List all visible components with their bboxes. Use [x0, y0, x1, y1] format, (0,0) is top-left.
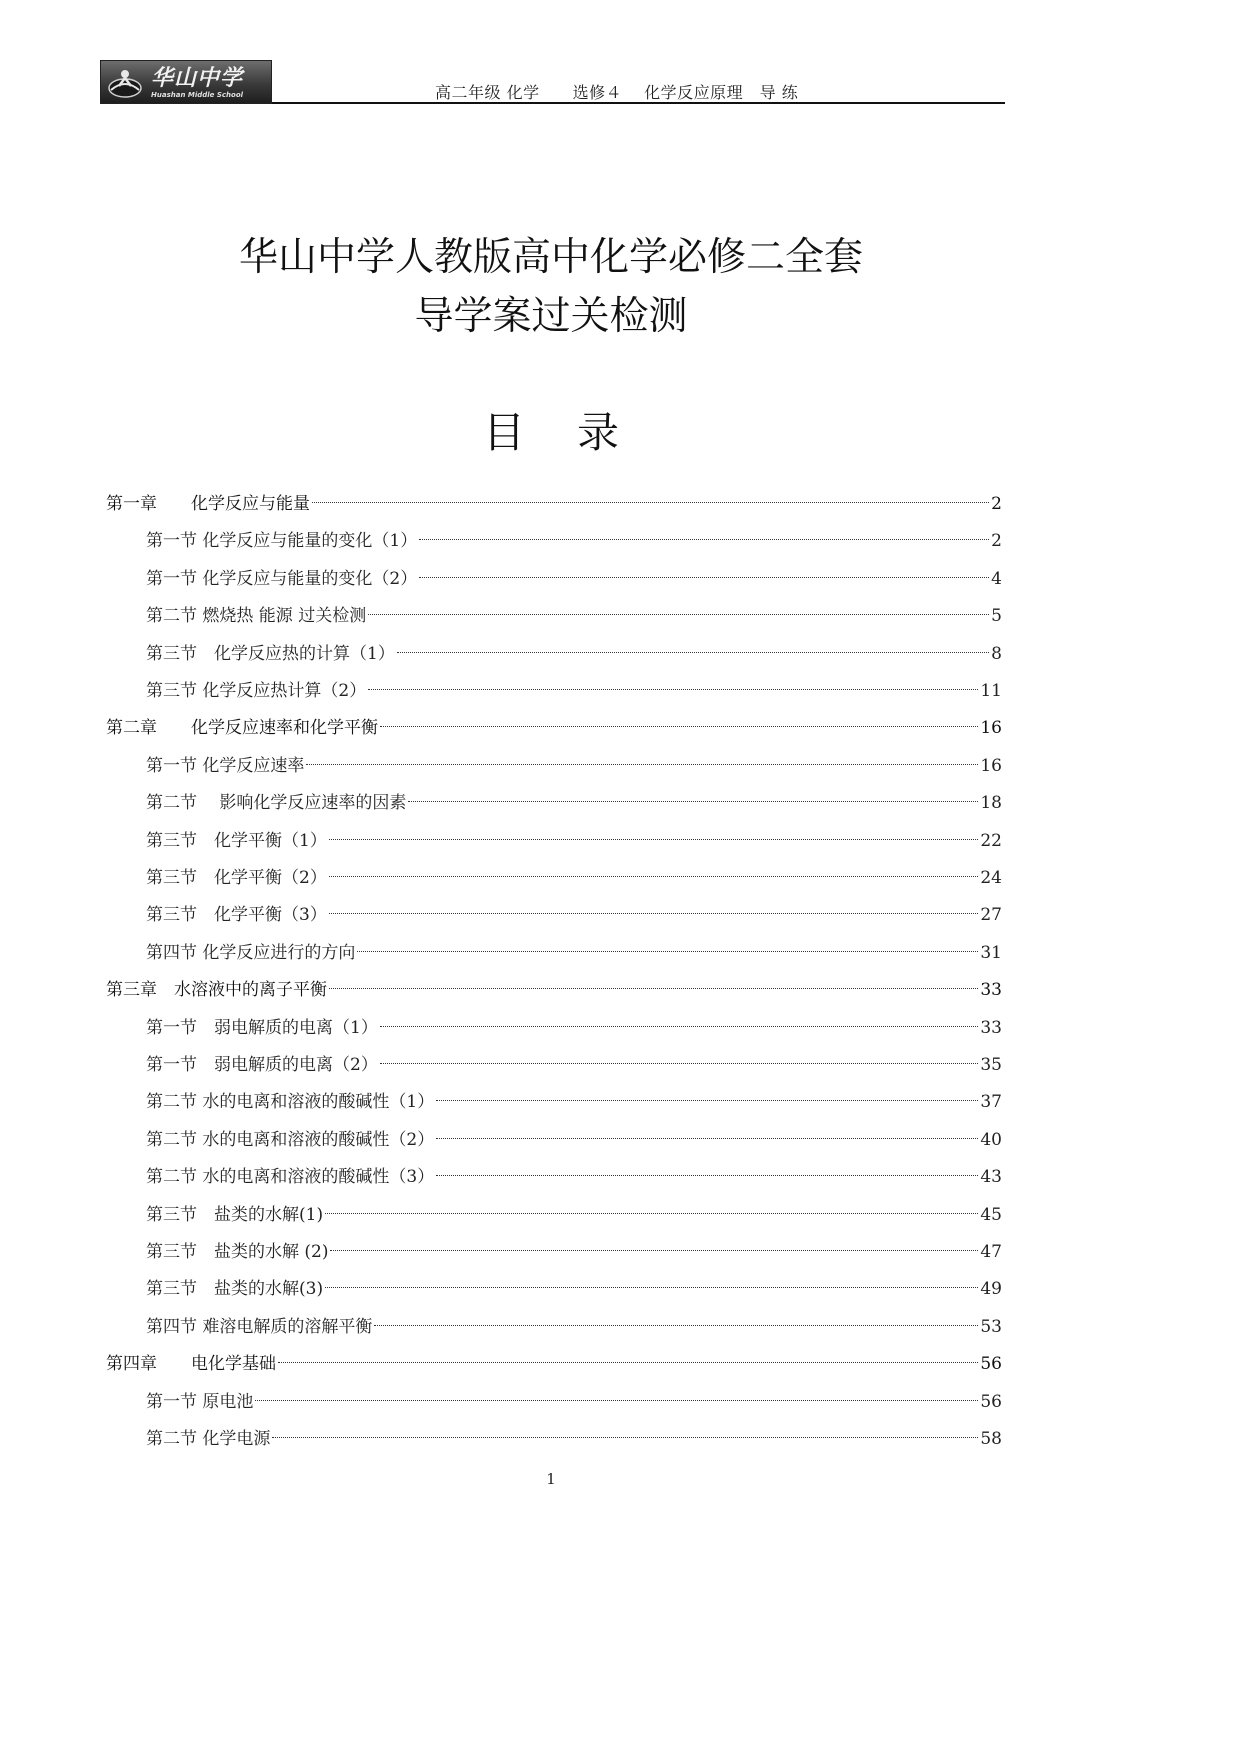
toc-section-entry[interactable] [146, 1423, 1002, 1455]
toc-dot-leader [325, 1213, 978, 1214]
toc-entry-label: 第二节 燃烧热 能源 过关检测 [146, 606, 367, 627]
toc-dot-leader [419, 577, 989, 578]
toc-dot-leader [312, 502, 989, 503]
toc-entry-label: 第三节 化学反应热计算（2） [146, 681, 367, 701]
toc-entry-label: 第二节 水的电离和溶液的酸碱性（2） [146, 1129, 435, 1150]
toc-entry-page: 22 [980, 830, 1002, 851]
toc-entry-page: 56 [980, 1391, 1002, 1412]
toc-chapter-entry[interactable] [106, 712, 1002, 744]
toc-entry-label: 第一节 原电池 [146, 1391, 254, 1412]
toc-dot-leader [325, 1287, 978, 1288]
toc-entry-page: 49 [980, 1279, 1002, 1300]
toc-section-entry[interactable] [146, 1161, 1002, 1193]
toc-entry-page: 5 [991, 606, 1002, 627]
toc-section-entry[interactable] [146, 1236, 1002, 1268]
toc-entry-page: 47 [980, 1242, 1002, 1262]
toc-entry-page: 40 [980, 1129, 1002, 1150]
toc-entry-page: 2 [991, 494, 1002, 514]
toc-entry-label: 第一节 弱电解质的电离（2） [146, 1055, 378, 1075]
toc-section-entry[interactable] [146, 750, 1002, 782]
toc-entry-label: 第二节 水的电离和溶液的酸碱性（3） [146, 1167, 435, 1188]
school-logo [100, 60, 272, 104]
toc-entry-page: 11 [980, 681, 1002, 701]
toc-entry-label: 第四节 难溶电解质的溶解平衡 [146, 1316, 373, 1337]
toc-section-entry[interactable] [146, 525, 1002, 557]
toc-entry-page: 53 [980, 1316, 1002, 1337]
toc-entry-label: 第一节 化学反应与能量的变化（2） [146, 568, 418, 589]
toc-dot-leader [357, 951, 978, 952]
toc-entry-page: 56 [980, 1354, 1002, 1375]
toc-dot-leader [436, 1175, 978, 1176]
toc-entry-page: 18 [980, 793, 1002, 814]
toc-entry-label: 第三节 化学反应热的计算（1） [146, 643, 395, 664]
toc-dot-leader [380, 1026, 979, 1027]
toc-entry-page: 27 [980, 905, 1002, 926]
toc-section-entry[interactable] [146, 600, 1002, 632]
school-emblem-icon [107, 66, 143, 100]
toc-entry-page: 33 [980, 1017, 1002, 1038]
toc-dot-leader [329, 988, 978, 989]
toc-section-entry[interactable] [146, 1086, 1002, 1118]
toc-entry-label: 第一节 化学反应与能量的变化（1） [146, 531, 418, 552]
toc-dot-leader [380, 1063, 979, 1064]
toc-entry-label: 第一节 弱电解质的电离（1） [146, 1017, 378, 1038]
toc-dot-leader [436, 1100, 978, 1101]
toc-section-entry[interactable] [146, 1386, 1002, 1418]
toc-section-entry[interactable] [146, 862, 1002, 894]
toc-entry-label: 第四节 化学反应进行的方向 [146, 942, 356, 963]
toc-entry-label: 第二节 影响化学反应速率的因素 [146, 793, 407, 814]
toc-entry-label: 第二节 水的电离和溶液的酸碱性（1） [146, 1092, 435, 1113]
toc-section-entry[interactable] [146, 899, 1002, 931]
toc-dot-leader [278, 1362, 978, 1363]
toc-chapter-entry[interactable] [106, 1348, 1002, 1380]
toc-dot-leader [330, 1250, 978, 1251]
toc-dot-leader [272, 1437, 978, 1438]
toc-dot-leader [374, 1325, 978, 1326]
toc-dot-leader [436, 1138, 978, 1139]
logo-title: 华山中学 [151, 65, 244, 91]
toc-entry-page: 31 [980, 942, 1002, 963]
toc-entry-label: 第三节 盐类的水解(3) [146, 1279, 324, 1300]
toc-section-entry[interactable] [146, 1199, 1002, 1231]
toc-section-entry[interactable] [146, 1049, 1002, 1081]
toc-dot-leader [329, 839, 979, 840]
toc-dot-leader [329, 876, 979, 877]
toc-dot-leader [368, 689, 978, 690]
toc-section-entry[interactable] [146, 675, 1002, 707]
toc-section-entry[interactable] [146, 1124, 1002, 1156]
toc-entry-page: 8 [991, 643, 1002, 664]
toc-entry-page: 45 [980, 1204, 1002, 1225]
toc-dot-leader [397, 652, 989, 653]
toc-entry-page: 58 [980, 1429, 1002, 1449]
toc-entry-page: 43 [980, 1167, 1002, 1188]
toc-entry-label: 第二节 化学电源 [146, 1429, 271, 1449]
document-title-line-1: 华山中学人教版高中化学必修二全套 [238, 235, 863, 280]
toc-section-entry[interactable] [146, 787, 1002, 819]
toc-entry-label: 第三节 盐类的水解(1) [146, 1204, 324, 1225]
toc-heading: 目录 [482, 408, 671, 457]
toc-entry-label: 第四章 电化学基础 [106, 1354, 276, 1375]
toc-entry-label: 第三章 水溶液中的离子平衡 [106, 980, 327, 1001]
toc-section-entry[interactable] [146, 937, 1002, 969]
toc-dot-leader [255, 1400, 978, 1401]
toc-entry-page: 16 [980, 718, 1002, 739]
toc-entry-label: 第一节 化学反应速率 [146, 755, 305, 776]
header-rule [272, 102, 1005, 104]
toc-section-entry[interactable] [146, 1012, 1002, 1044]
toc-section-entry[interactable] [146, 563, 1002, 595]
toc-chapter-entry[interactable] [106, 974, 1002, 1006]
toc-entry-page: 24 [980, 868, 1002, 888]
toc-dot-leader [380, 726, 978, 727]
toc-dot-leader [329, 913, 979, 914]
page-number: 1 [546, 1470, 556, 1488]
page-header [100, 60, 1005, 104]
document-title-line-2: 导学案过关检测 [414, 294, 688, 339]
toc-entry-page: 16 [980, 755, 1002, 776]
toc-section-entry[interactable] [146, 1273, 1002, 1305]
toc-entry-label: 第二章 化学反应速率和化学平衡 [106, 718, 378, 739]
toc-chapter-entry[interactable] [106, 488, 1002, 520]
toc-entry-label: 第三节 盐类的水解 (2) [146, 1242, 329, 1262]
toc-dot-leader [419, 539, 989, 540]
toc-section-entry[interactable] [146, 825, 1002, 857]
toc-section-entry[interactable] [146, 638, 1002, 670]
toc-entry-page: 35 [980, 1055, 1002, 1075]
logo-subtitle: Huashan Middle School [151, 91, 244, 99]
toc-entry-page: 2 [991, 531, 1002, 552]
toc-entry-page: 37 [980, 1092, 1002, 1113]
toc-entry-label: 第三节 化学平衡（2） [146, 868, 327, 888]
toc-dot-leader [368, 614, 989, 615]
toc-section-entry[interactable] [146, 1311, 1002, 1343]
toc-entry-label: 第一章 化学反应与能量 [106, 494, 310, 514]
course-info: 高二年级 化学 选修４ 化学反应原理 导 练 [435, 83, 799, 102]
toc-entry-label: 第三节 化学平衡（3） [146, 905, 327, 926]
toc-entry-label: 第三节 化学平衡（1） [146, 830, 327, 851]
toc-entry-page: 33 [980, 980, 1002, 1001]
toc-entry-page: 4 [991, 568, 1002, 589]
toc-dot-leader [408, 801, 978, 802]
toc-dot-leader [306, 764, 978, 765]
